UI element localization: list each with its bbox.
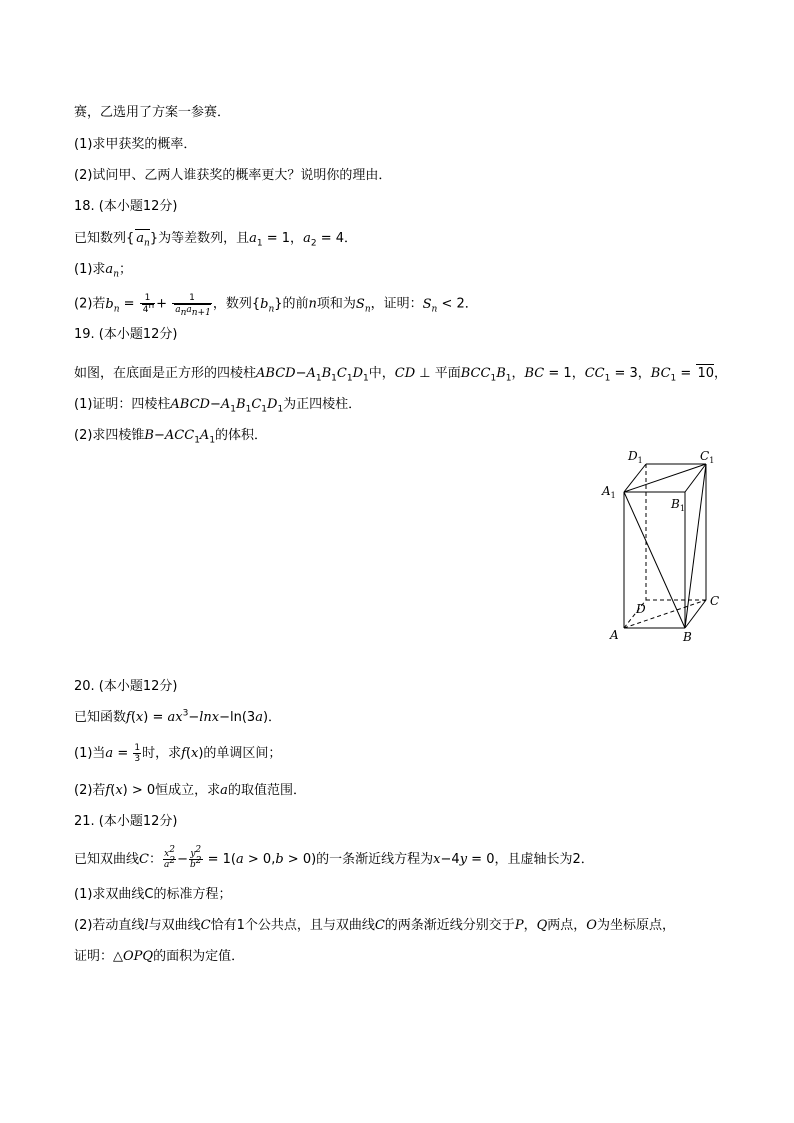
question-20-part-2: (2)若f(x) > 0恒成立，求a的取值范围． <box>74 783 306 798</box>
question-19-part-2: (2)求四棱锥$B-ACC_1A_1$的体积． <box>74 428 268 446</box>
question-21-part-2: (2)若动直线l与双曲线C恰有1个公共点，且与双曲线C的两条渐近线分别交于P，Q两点，O为坐标原点， <box>74 918 675 933</box>
prism-figure <box>600 445 730 650</box>
question-17-part-2: (2)试问甲、乙两人谁获奖的概率更大？说明你的理由． <box>74 168 392 183</box>
label-A1: $A_1$ <box>602 484 616 500</box>
label-C: C <box>710 594 720 608</box>
question-19-part-1: (1)证明：四棱柱$ABCD-A_1B_1C_1D_1$为正四棱柱． <box>74 397 362 415</box>
edge-A1C1 <box>624 464 706 492</box>
label-D: D <box>636 602 646 616</box>
question-20-part-1: (1)当a = $\frac{1}{3}$ 时，求f(x)的单调区间； <box>74 743 282 764</box>
question-19-heading: 19. (本小题12分) <box>74 327 178 342</box>
question-21-stem: 已知双曲线C： $\frac{x^2}{a^2}$ − $\frac{y^2}{b^2}$ = 1(a > 0,b > 0)的一条渐近线方程为x−4y = 0，且虚轴长为2． <box>74 845 594 870</box>
label-D1: $D_1$ <box>628 449 643 465</box>
label-A: A <box>610 628 619 642</box>
question-20-heading: 20. (本小题12分) <box>74 679 178 694</box>
text-line: 赛，乙选用了方案一参赛． <box>74 105 231 120</box>
question-18-part-2: (2)若$b_n$ = $\frac{1}{4^n}$ + $\frac{1}{a_na_{n+1}}$ ，数列$\{b_n\}$的前n项和为$S_n$，证明：$S_n < 2$． <box>74 293 478 318</box>
question-18-stem: 已知数列{ $a_n$}为等差数列，且$a_1 = 1$，$a_2 = 4$． <box>74 231 358 249</box>
label-C1: $C_1$ <box>700 449 715 465</box>
question-21-part-1: (1)求双曲线C的标准方程； <box>74 887 232 902</box>
question-19-stem: 如图，在底面是正方形的四棱柱$ABCD-A_1B_1C_1D_1$中，CD ⊥ 平面$BCC_1B_1$，BC = 1，$CC_1 = 3$，$BC_1 = 10$， <box>74 366 727 384</box>
label-B: B <box>683 630 692 644</box>
question-18-part-1: (1)求$a_n$； <box>74 262 132 280</box>
question-17-part-1: (1)求甲获奖的概率． <box>74 137 197 152</box>
question-20-stem: 已知函数$f(x) = ax^3-\ln x-\ln(3a)$． <box>74 708 282 725</box>
question-21-part-3: 证明：△OPQ的面积为定值． <box>74 949 245 964</box>
label-B1: $B_1$ <box>671 497 685 513</box>
question-18-heading: 18. (本小题12分) <box>74 199 178 214</box>
question-21-heading: 21. (本小题12分) <box>74 814 178 829</box>
edge-A1B <box>624 492 685 628</box>
